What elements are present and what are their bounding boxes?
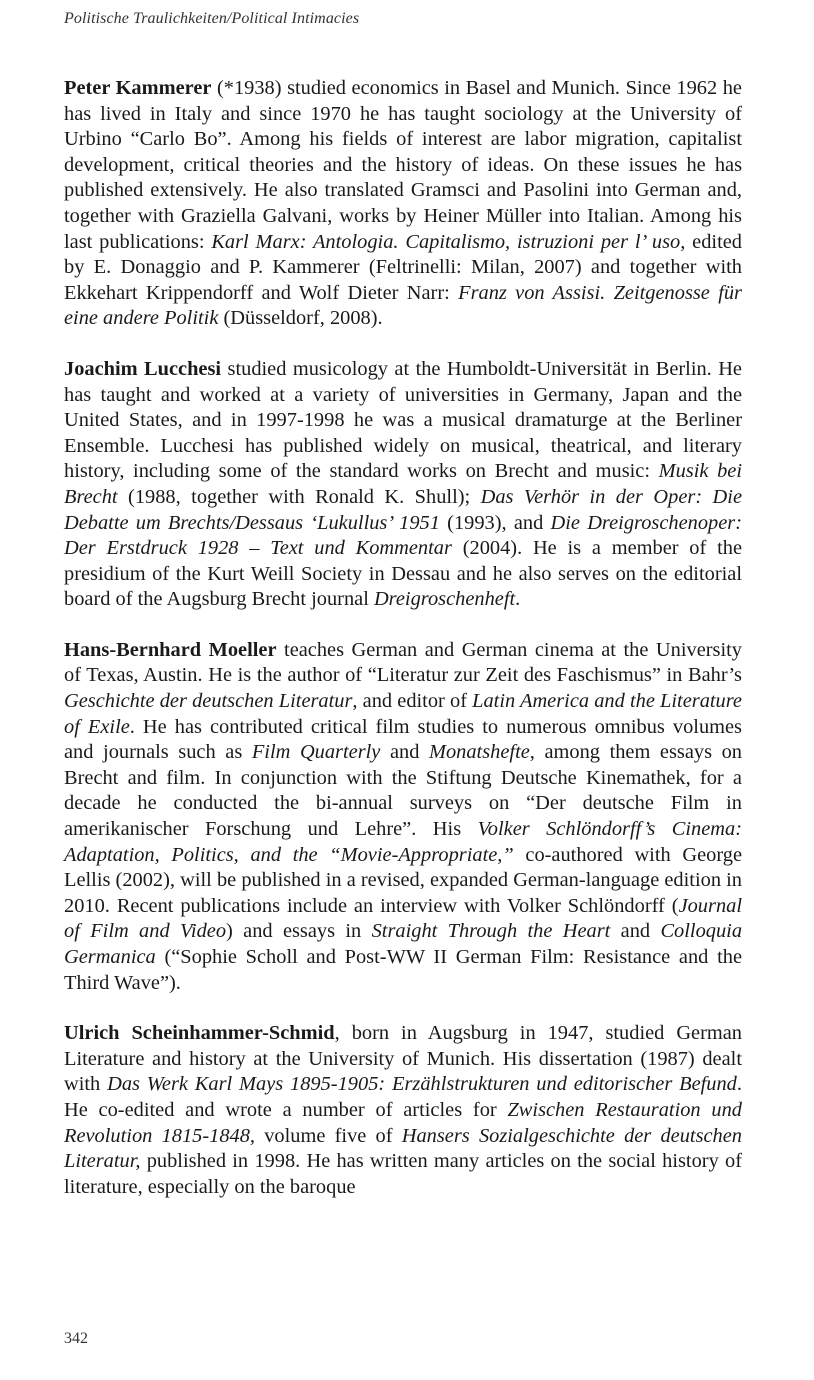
bio-text: (Düsseldorf, 2008). bbox=[218, 307, 383, 330]
bio-paragraph bbox=[64, 1021, 742, 1200]
bio-text: (2004). He is a member of the presidium of the Kurt Weill Society in Dessau and he also serves on the editorial board of the Augsburg Brecht journal bbox=[64, 537, 742, 611]
bio-text: (1993), and bbox=[439, 511, 551, 534]
publication-title: Hansers Sozialgeschichte der deutschen Literatur, bbox=[64, 1124, 742, 1173]
bio-text: . He has contributed critical film studies to numerous omnibus volumes and journals such as bbox=[64, 715, 742, 764]
bio-list bbox=[64, 76, 742, 1225]
bio-text: (*1938) studied economics in Basel and Munich. Since 1962 he has lived in Italy and since 1970 he has taught sociology at the University of Urbino “Carlo Bo”. Among his fields of interest are labor migration, capitalist development, critical theories and the history of ideas. On these issues he has published extensively. He also translated Gramsci and Pasolini into German and, together with Graziella Galvani, works by Heiner Müller into Italian. Among his last publications: bbox=[64, 77, 742, 253]
bio-text: edited by E. Donaggio and P. Kammerer (Feltrinelli: Milan, 2007) and together with Ekkehart Krippendorff and Wolf Dieter Narr: bbox=[64, 230, 742, 304]
publication-title: Musik bei Brecht bbox=[64, 460, 742, 508]
publication-title: Zwischen Restauration und Revolution 1815-1848, bbox=[64, 1098, 742, 1147]
publication-title: Karl Marx: Antologia. Capitalismo, istruzioni per l’ uso, bbox=[211, 230, 686, 253]
bio-text: . He co-edited and wrote a number of articles for bbox=[64, 1073, 742, 1121]
publication-title: Straight Through the Heart bbox=[371, 920, 611, 943]
bio-text: and bbox=[380, 741, 429, 764]
publication-title: Das Verhör in der Oper: Die Debatte um Brechts/Dessaus ‘Lukullus’ 1951 bbox=[64, 485, 742, 534]
bio-text: , and editor of bbox=[352, 690, 473, 713]
publication-title: Journal of Film and Video bbox=[64, 894, 742, 943]
bio-text: (1988, together with Ronald K. Shull); bbox=[117, 485, 481, 508]
publication-title: Franz von Assisi. Zeitgenosse für eine andere Politik bbox=[64, 281, 742, 330]
bio-text: published in 1998. He has written many articles on the social history of literature, especially on the baroque bbox=[64, 1150, 742, 1198]
publication-title: Geschichte der deutschen Literatur bbox=[64, 690, 353, 713]
bio-text: , among them essays on Brecht and film. In conjunction with the Stiftung Deutsche Kinemathek, for a decade he conducted the bi-annual surveys on “Der deutsche Film in amerikanischer Forschung und Lehre”. His bbox=[64, 741, 743, 841]
bio-text: , born in Augsburg in 1947, studied German Literature and history at the University of Munich. His dissertation (1987) dealt with bbox=[64, 1022, 743, 1096]
publication-title: Die Dreigroschenoper: Der Erstdruck 1928 – Text und Kommentar bbox=[64, 511, 742, 560]
author-name: Hans-Bernhard Moeller bbox=[64, 638, 277, 661]
author-name: Peter Kammerer bbox=[64, 77, 212, 99]
page-number: 342 bbox=[64, 1330, 88, 1347]
publication-title: Colloquia Germanica bbox=[64, 920, 743, 968]
running-head: Politische Traulichkeiten/Political Intimacies bbox=[64, 10, 360, 27]
bio-paragraph bbox=[64, 76, 742, 332]
bio-paragraph bbox=[64, 357, 742, 613]
bio-text: teaches German and German cinema at the University of Texas, Austin. He is the author of “Literatur zur Zeit des Faschismus” in Bahr’s bbox=[64, 638, 742, 687]
bio-text: (“Sophie Scholl and Post-WW II German Film: Resistance and the Third Wave”). bbox=[64, 946, 742, 994]
publication-title: Film Quarterly bbox=[251, 741, 381, 764]
bio-text: . bbox=[515, 588, 521, 611]
author-name: Ulrich Scheinhammer-Schmid bbox=[64, 1022, 335, 1045]
publication-title: Das Werk Karl Mays 1895-1905: Erzählstrukturen und editorischer Befund bbox=[107, 1073, 737, 1096]
publication-title: Latin America and the Literature of Exile bbox=[64, 690, 742, 738]
bio-text: volume five of bbox=[255, 1124, 402, 1147]
bio-text: co-authored with George Lellis (2002), will be published in a revised, expanded German-language edition in 2010. Recent publications include an interview with Volker Schlöndorff ( bbox=[64, 843, 742, 917]
publication-title: Monatshefte bbox=[428, 741, 530, 764]
bio-text: ) and essays in bbox=[226, 920, 372, 943]
author-name: Joachim Lucchesi bbox=[64, 357, 222, 380]
publication-title: Dreigroschenheft bbox=[373, 588, 516, 611]
bio-paragraph bbox=[64, 638, 742, 996]
bio-text: studied musicology at the Humboldt-Universität in Berlin. He has taught and worked at a variety of universities in Germany, Japan and the United States, and in 1997-1998 he was a musical dramaturge at the Berliner Ensemble. Lucchesi has published widely on musical, theatrical, and literary history, including some of the standard works on Brecht and music: bbox=[64, 357, 742, 483]
bio-text: and bbox=[610, 920, 661, 943]
publication-title: Volker Schlöndorff’s Cinema: Adaptation, Politics, and the “Movie-Appropriate,” bbox=[64, 818, 742, 866]
